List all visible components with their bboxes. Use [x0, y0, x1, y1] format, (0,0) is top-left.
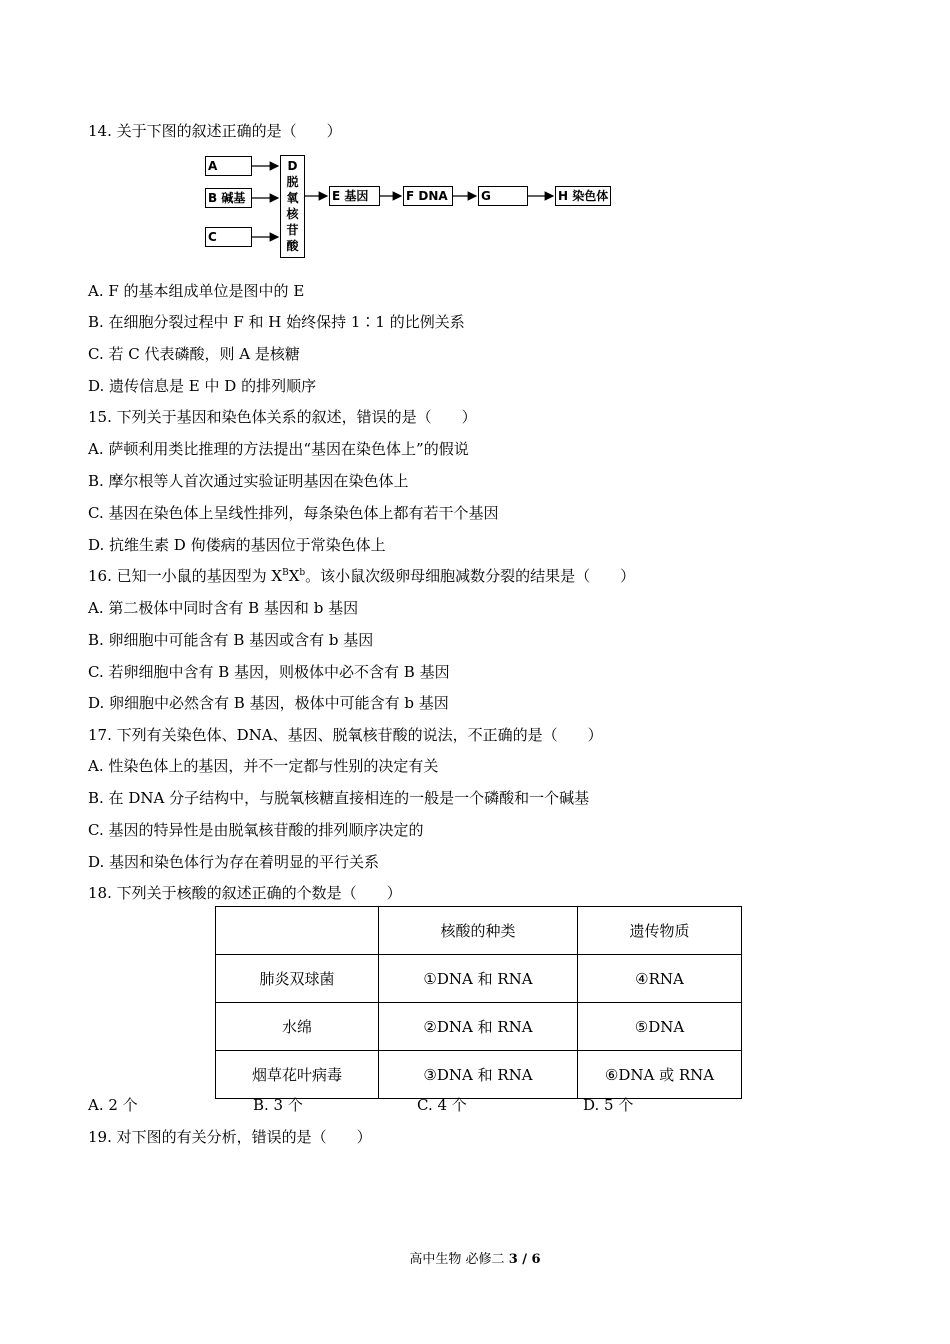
- page-number: 3 / 6: [508, 1252, 541, 1267]
- table-cell: ①DNA 和 RNA: [379, 955, 578, 1003]
- q15-option-d: D. 抗维生素 D 佝偻病的基因位于常染色体上: [88, 536, 386, 554]
- footer-title: 高中生物 必修二: [409, 1252, 509, 1267]
- q18-option-c: C. 4 个: [417, 1096, 467, 1114]
- table-cell: ⑤DNA: [578, 1003, 742, 1051]
- q16-stem-mid: X: [288, 567, 300, 585]
- q17-option-c: C. 基因的特异性是由脱氧核苷酸的排列顺序决定的: [88, 821, 424, 839]
- box-d-char: 苷: [286, 223, 299, 237]
- table-cell: ②DNA 和 RNA: [379, 1003, 578, 1051]
- q18-option-a: A. 2 个: [88, 1096, 138, 1114]
- q16-sup-b: B: [282, 568, 289, 578]
- q14-option-d: D. 遗传信息是 E 中 D 的排列顺序: [88, 377, 317, 395]
- diagram-arrows: [205, 155, 615, 260]
- table-cell: ③DNA 和 RNA: [379, 1051, 578, 1099]
- box-d-char: 核: [286, 207, 299, 221]
- q17-option-d: D. 基因和染色体行为存在着明显的平行关系: [88, 853, 380, 871]
- box-d: [280, 155, 305, 258]
- box-b: B 碱基: [205, 188, 252, 208]
- table-header-cell: [216, 907, 379, 955]
- q16-option-d: D. 卵细胞中必然含有 B 基因，极体中可能含有 b 基因: [88, 694, 449, 712]
- q16-sup-lower-b: b: [299, 568, 306, 578]
- box-c: C: [205, 227, 252, 247]
- q14-diagram: [205, 155, 615, 260]
- q16-option-b: B. 卵细胞中可能含有 B 基因或含有 b 基因: [88, 631, 374, 649]
- table-cell: ④RNA: [578, 955, 742, 1003]
- q14-option-a: A. F 的基本组成单位是图中的 E: [88, 282, 305, 300]
- q14-option-b: B. 在细胞分裂过程中 F 和 H 始终保持 1∶1 的比例关系: [88, 313, 465, 331]
- table-header-row: [216, 907, 742, 955]
- table-cell: ⑥DNA 或 RNA: [578, 1051, 742, 1099]
- q16-stem: [88, 565, 635, 586]
- box-f: F DNA: [403, 186, 453, 206]
- table-header-cell: 核酸的种类: [379, 907, 578, 955]
- table-header-cell: 遗传物质: [578, 907, 742, 955]
- q15-stem: 15. 下列关于基因和染色体关系的叙述，错误的是（ ）: [88, 408, 477, 426]
- box-d-char: 脱: [286, 175, 299, 189]
- box-d-char: D: [287, 159, 298, 173]
- box-a: A: [205, 156, 252, 176]
- q19-stem: 19. 对下图的有关分析，错误的是（ ）: [88, 1128, 372, 1146]
- box-e: E 基因: [329, 186, 380, 206]
- q15-option-a: A. 萨顿利用类比推理的方法提出“基因在染色体上”的假说: [88, 440, 469, 458]
- table-row: [216, 955, 742, 1003]
- q14-stem: 14. 关于下图的叙述正确的是（ ）: [88, 122, 342, 140]
- q16-stem-post: 。该小鼠次级卵母细胞减数分裂的结果是（ ）: [305, 567, 636, 585]
- box-d-char: 氧: [286, 191, 299, 205]
- q16-option-a: A. 第二极体中同时含有 B 基因和 b 基因: [88, 599, 359, 617]
- q18-table: [215, 906, 742, 1099]
- q17-option-b: B. 在 DNA 分子结构中，与脱氧核糖直接相连的一般是一个磷酸和一个碱基: [88, 789, 590, 807]
- q18-stem: 18. 下列关于核酸的叙述正确的个数是（ ）: [88, 884, 402, 902]
- q15-option-c: C. 基因在染色体上呈线性排列，每条染色体上都有若干个基因: [88, 504, 499, 522]
- q15-option-b: B. 摩尔根等人首次通过实验证明基因在染色体上: [88, 472, 409, 490]
- table-row: [216, 1003, 742, 1051]
- q16-stem-pre: 16. 已知一小鼠的基因型为 X: [88, 567, 283, 585]
- q17-option-a: A. 性染色体上的基因，并不一定都与性别的决定有关: [88, 757, 439, 775]
- q17-stem: 17. 下列有关染色体、DNA、基因、脱氧核苷酸的说法，不正确的是（ ）: [88, 726, 603, 744]
- table-cell: 肺炎双球菌: [216, 955, 379, 1003]
- table-cell: 烟草花叶病毒: [216, 1051, 379, 1099]
- q14-option-c: C. 若 C 代表磷酸，则 A 是核糖: [88, 345, 300, 363]
- table-cell: 水绵: [216, 1003, 379, 1051]
- box-h: H 染色体: [555, 186, 611, 206]
- box-d-char: 酸: [286, 239, 299, 253]
- q18-option-b: B. 3 个: [253, 1096, 303, 1114]
- table-row: [216, 1051, 742, 1099]
- q18-option-d: D. 5 个: [583, 1096, 634, 1114]
- page-footer: [0, 1248, 950, 1267]
- q16-option-c: C. 若卵细胞中含有 B 基因，则极体中必不含有 B 基因: [88, 663, 450, 681]
- box-g: G: [478, 186, 528, 206]
